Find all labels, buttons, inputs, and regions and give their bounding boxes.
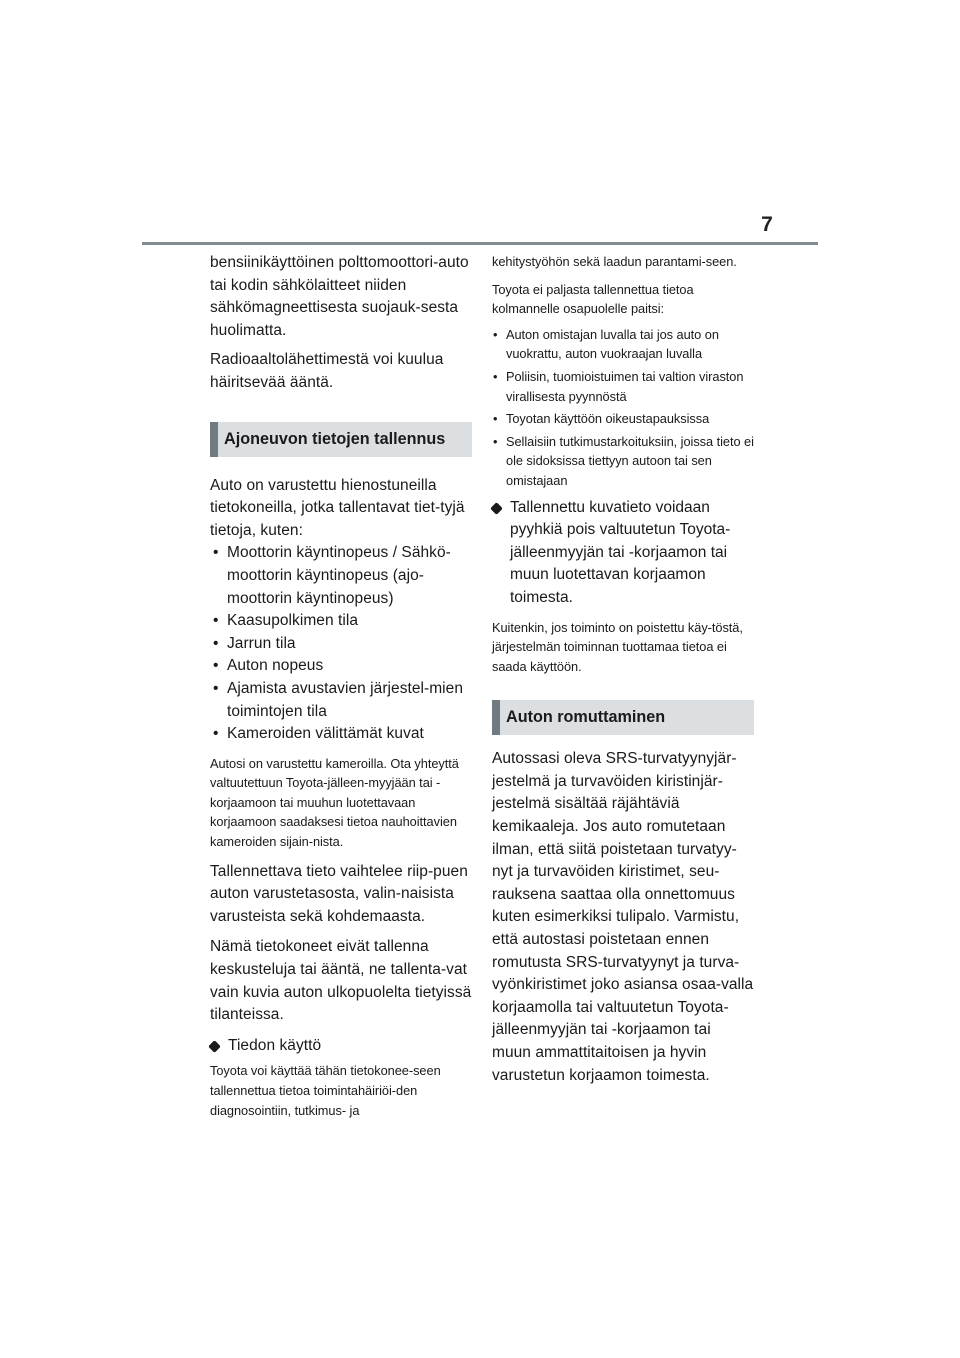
list-item: • Auton omistajan luvalla tai jos auto on vuokrattu, auton vuokraajan luvalla bbox=[492, 325, 754, 364]
left-column bbox=[210, 252, 472, 1120]
section-heading-label: Auton romuttaminen bbox=[506, 708, 666, 727]
intro-paragraph: Radioaaltolähettimestä voi kuulua häiritsevää ääntä. bbox=[210, 351, 444, 391]
usage-note: Toyota voi käyttää tähän tietokonee-seen tallennettua tietoa toimintahäiriöi-den diagnosointiin, tutkimus- ja bbox=[210, 1063, 441, 1118]
diamond-bullet-icon bbox=[490, 502, 503, 515]
subheading-label: Tallennettu kuvatieto voidaan pyyhkiä pois valtuutetun Toyota-jälleenmyyjän tai -korjaamon tai muun luotettavan korjaamon toimesta. bbox=[510, 498, 731, 606]
section-heading-scrapping bbox=[492, 700, 754, 735]
subheading-erase-data bbox=[492, 497, 754, 610]
intro-paragraph: bensiinikäyttöinen polttomoottori-auto tai kodin sähkölaitteet niiden sähkömagneettisesta suojauk-sesta huolimatta. bbox=[210, 254, 469, 339]
list-item: • Poliisin, tuomioistuimen tai valtion viraston virallisesta pyynnöstä bbox=[492, 367, 754, 406]
list-item: • Kameroiden välittämät kuvat bbox=[210, 723, 472, 746]
header-rule bbox=[142, 242, 818, 245]
list-item: • Ajamista avustavien järjestel-mien toimintojen tila bbox=[210, 678, 472, 723]
right-column bbox=[492, 252, 754, 1087]
list-item: • Sellaisiin tutkimustarkoituksiin, joissa tieto ei ole sidoksissa tiettyyn autoon tai sen omistajaan bbox=[492, 432, 754, 491]
list-item: • Kaasupolkimen tila bbox=[210, 610, 472, 633]
scrapping-paragraph: Autossasi oleva SRS-turvatyynyjär-jestelmä ja turvavöiden kiristinjär-jestelmä sisältää räjähtäviä kemikaaleja. Jos auto romutetaan ilman, että siitä poistetaan turvatyy-nyt ja turvavöiden kiristimet, seu-rauksena saattaa olla onnettomuus kuten esimerkiksi tulipalo. Varmistu, että autostasi poistetaan ennen romutusta SRS-turvatyynyt ja turva-vyönkiristimet joko asiansa osaa-valla korjaamolla tai valtuutetun Toyota-jälleenmyyjän tai -korjaamon tai muun ammattitaitoisen ja hyvin varustetun korjaamon toimesta. bbox=[492, 750, 754, 1084]
body-paragraph: Nämä tietokoneet eivät tallenna keskusteluja tai ääntä, ne tallenta-vat vain kuvia auton ulkopuolelta tietyissä tilanteissa. bbox=[210, 938, 472, 1024]
disclosure-list bbox=[492, 325, 754, 491]
camera-note: Autosi on varustettu kameroilla. Ota yhteyttä valtuutettuun Toyota-jälleen-myyjään tai -korjaamoon tai muuhun luotettavaan korjaamoon saadaksesi tietoa nauhoittavien kameroiden sijain-nista. bbox=[210, 755, 459, 850]
diamond-bullet-icon bbox=[208, 1040, 221, 1053]
usage-note-continued: kehitystyöhön sekä laadun parantami-seen. bbox=[492, 254, 737, 269]
body-paragraph: Tallennettava tieto vaihtelee riip-puen auton varustetasosta, valin-naisista varusteista sekä kohdemaasta. bbox=[210, 862, 468, 925]
list-item: • Jarrun tila bbox=[210, 633, 472, 656]
disclosure-intro: Toyota ei paljasta tallennettua tietoa kolmannelle osapuolelle paitsi: bbox=[492, 281, 694, 317]
list-item: • Toyotan käyttöön oikeustapauksissa bbox=[492, 409, 754, 429]
list-item: • Auton nopeus bbox=[210, 655, 472, 678]
subheading-label: Tiedon käyttö bbox=[228, 1036, 322, 1054]
page-number: 7 bbox=[761, 213, 773, 236]
subheading-data-usage bbox=[210, 1035, 472, 1058]
recorded-data-list bbox=[210, 542, 472, 745]
section-heading-label: Ajoneuvon tietojen tallennus bbox=[224, 429, 446, 448]
list-item: • Moottorin käyntinopeus / Sähkö-moottorin käyntinopeus (ajo-moottorin käyntinopeus) bbox=[210, 542, 472, 610]
section-heading-data-recording bbox=[210, 422, 472, 457]
recording-intro: Auto on varustettu hienostuneilla tietokoneilla, jotka tallentavat tiet-tyjä tietoja, kuten: bbox=[210, 476, 465, 539]
erase-note: Kuitenkin, jos toiminto on poistettu käy-töstä, järjestelmän toiminnan tuottamaa tietoa ei saada käyttöön. bbox=[492, 619, 743, 674]
